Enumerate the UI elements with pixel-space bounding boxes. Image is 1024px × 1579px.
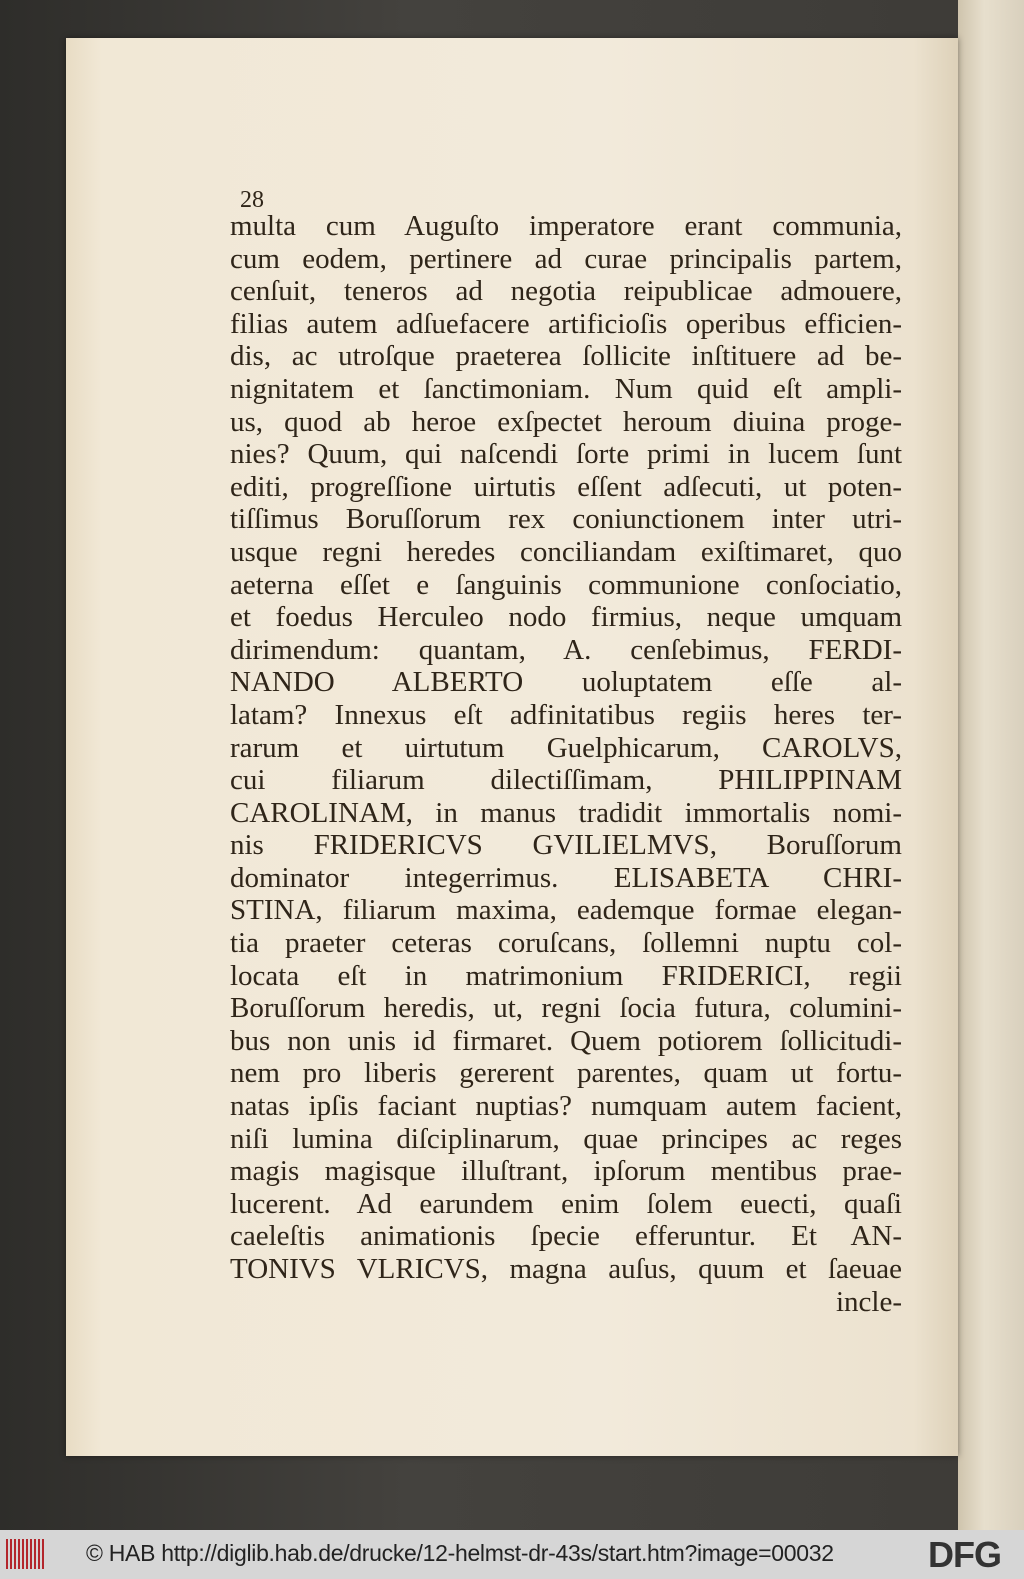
text-line: nem pro liberis gererent parentes, quam ut fortu- [230, 1057, 902, 1090]
text-line: dirimendum: quantam, A. cenſebimus, FERDI- [230, 633, 902, 666]
dfg-logo: DFG [928, 1534, 1001, 1575]
text-line: cui filiarum dilectiſſimam, PHILIPPINAM [230, 764, 902, 797]
text-line: nignitatem et ſanctimoniam. Num quid eſt ampli- [230, 372, 902, 405]
text-line: dis, ac utroſque praeterea ſollicite inſtituere ad be- [230, 340, 902, 373]
text-line: bus non unis id firmaret. Quem potiorem ſollicitudi- [230, 1024, 902, 1057]
catchword: incle- [835, 1285, 902, 1318]
text-line: nies? Quum, qui naſcendi ſorte primi in lucem ſunt [230, 438, 902, 471]
text-line: natas ipſis faciant nuptias? numquam autem facient, [230, 1090, 902, 1123]
text-line: us, quod ab heroe exſpectet heroum diuina proge- [230, 405, 902, 438]
text-line: magis magisque illuſtrant, ipſorum mentibus prae- [230, 1155, 902, 1188]
text-line: tiſſimus Boruſſorum rex coniunctionem inter utri- [230, 503, 902, 536]
page-number: 28 [240, 187, 264, 213]
text-line: cenſuit, teneros ad negotia reipublicae admouere, [230, 275, 902, 308]
text-line: CAROLINAM, in manus tradidit immortalis nomi- [230, 796, 902, 829]
text-line: tia praeter ceteras coruſcans, ſollemni nuptu col- [230, 927, 902, 960]
text-line: multa cum Auguſto imperatore erant communia, [230, 210, 902, 242]
text-line: lucerent. Ad earundem enim ſolem euecti, quaſi [230, 1187, 902, 1220]
footer-credit-link[interactable]: © HAB http://diglib.hab.de/drucke/12-helmst-dr-43s/start.htm?image=00032 [86, 1540, 834, 1566]
text-line: locata eſt in matrimonium FRIDERICI, regii [230, 959, 902, 992]
text-line: cum eodem, pertinere ad curae principalis partem, [230, 242, 902, 275]
text-line: niſi lumina diſciplinarum, quae principes ac reges [230, 1122, 902, 1155]
hab-logo-icon [6, 1539, 46, 1569]
adjacent-page-edge [958, 0, 1024, 1530]
footer-bar [0, 1530, 1024, 1579]
page-body-text [230, 210, 902, 1318]
text-line: dominator integerrimus. ELISABETA CHRI- [230, 861, 902, 894]
text-line: aeterna eſſet e ſanguinis communione conſociatio, [230, 568, 902, 601]
text-line: nis FRIDERICVS GVILIELMVS, Boruſſorum [230, 829, 902, 862]
text-line: TONIVS VLRICVS, magna auſus, quum et ſaeuae [230, 1253, 902, 1285]
text-line: NANDO ALBERTO uoluptatem eſſe al- [230, 666, 902, 699]
text-line: rarum et uirtutum Guelphicarum, CAROLVS, [230, 731, 902, 764]
text-line: latam? Innexus eſt adfinitatibus regiis heres ter- [230, 698, 902, 731]
text-line: STINA, filiarum maxima, eademque formae elegan- [230, 894, 902, 927]
text-line: caeleſtis animationis ſpecie efferuntur. Et AN- [230, 1220, 902, 1253]
text-line: filias autem adſuefacere artificioſis operibus efficien- [230, 307, 902, 340]
text-line: usque regni heredes conciliandam exiſtimaret, quo [230, 535, 902, 568]
text-line: et foedus Herculeo nodo firmius, neque umquam [230, 601, 902, 634]
text-line: Boruſſorum heredis, ut, regni ſocia futura, columini- [230, 992, 902, 1025]
text-line: editi, progreſſione uirtutis eſſent adſecuti, ut poten- [230, 470, 902, 503]
